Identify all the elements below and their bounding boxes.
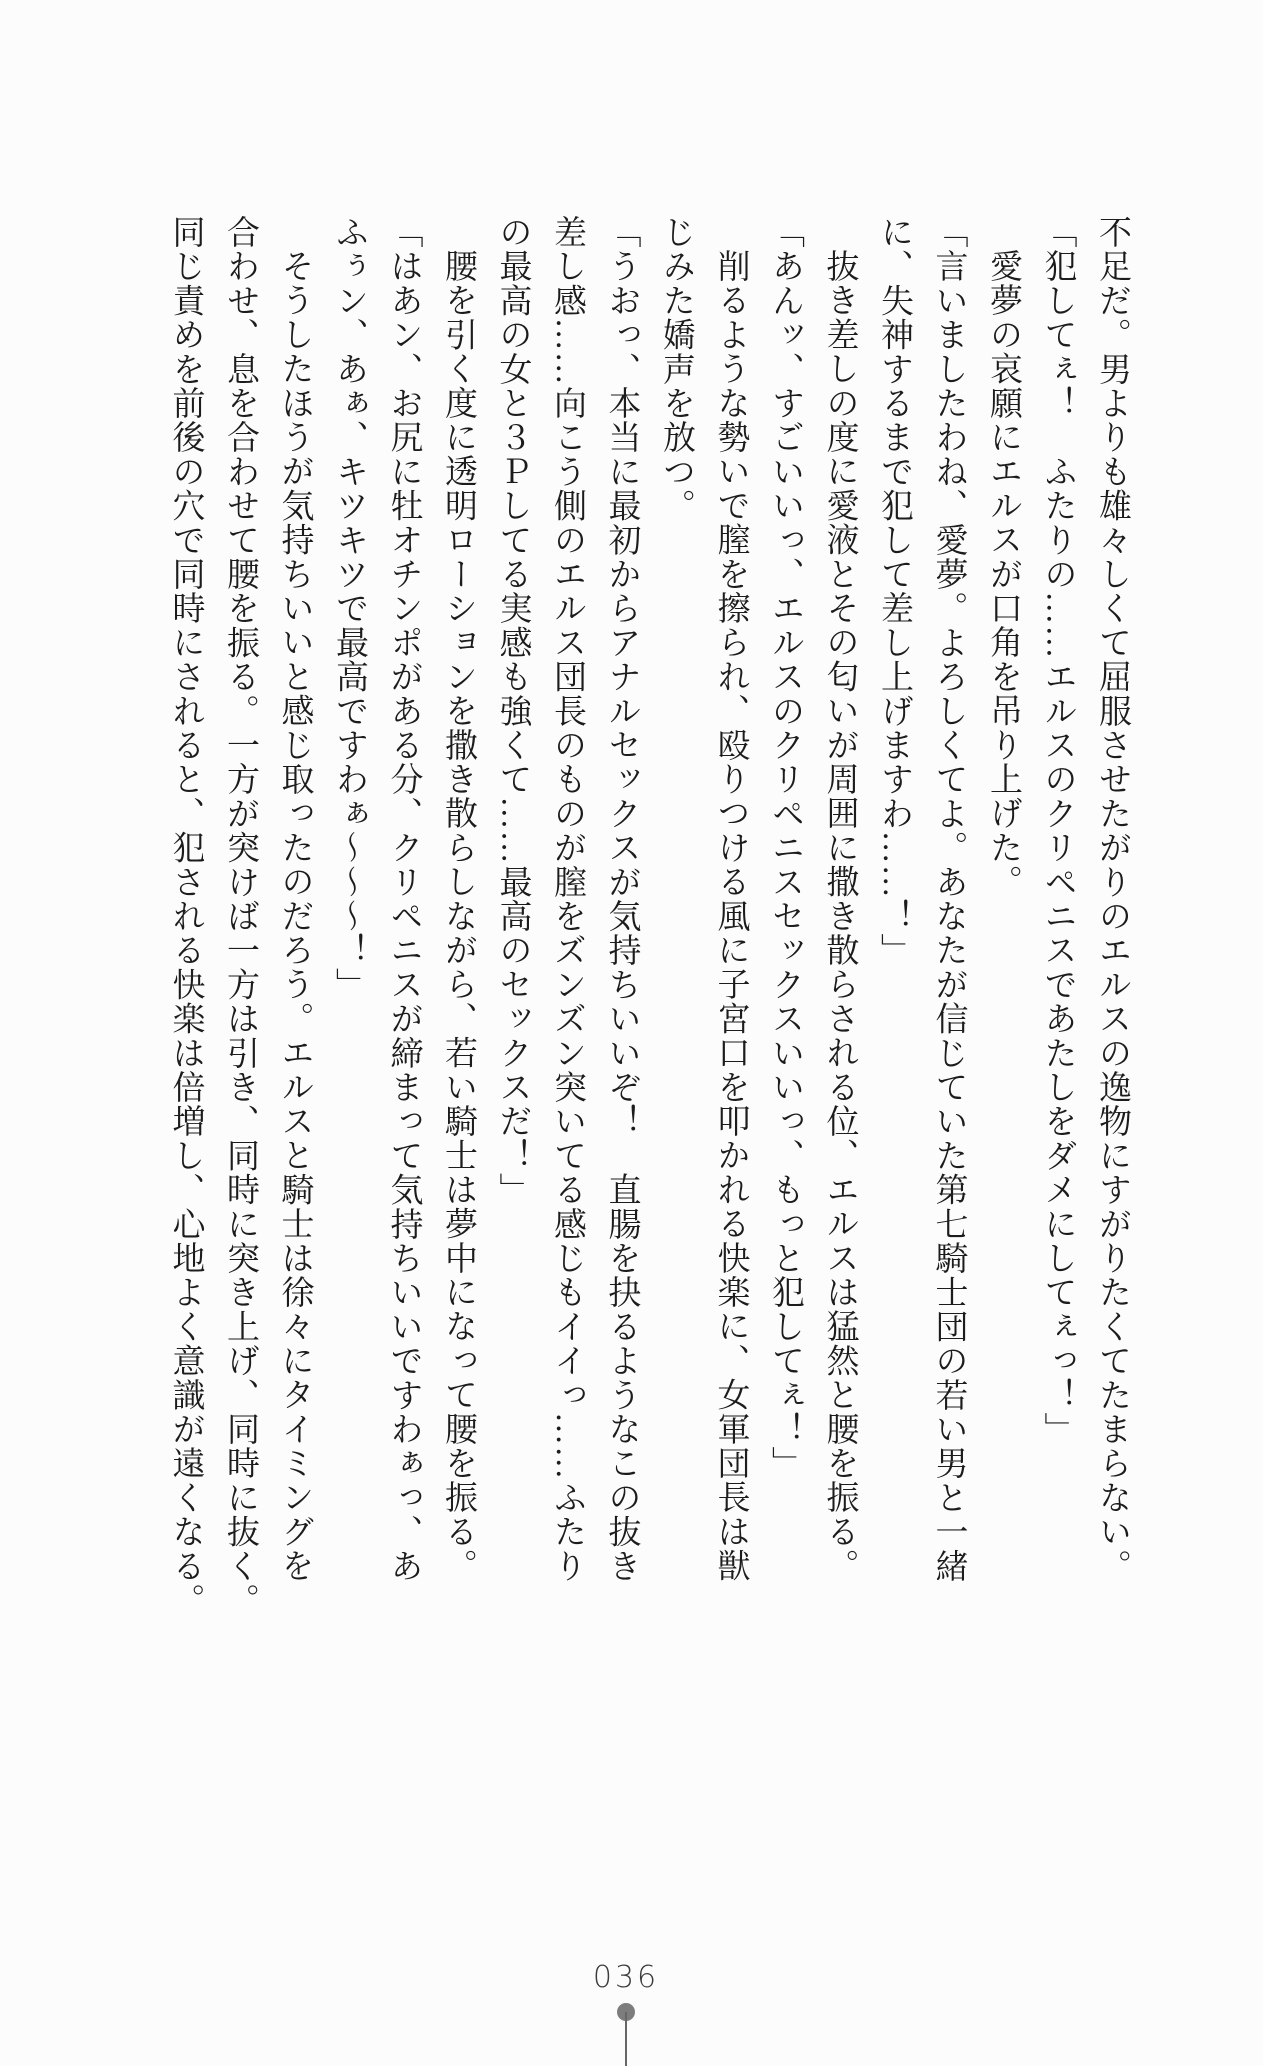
- text-column: の最高の女と３Ｐしてる実感も強くて……最高のセックスだ！」: [494, 215, 531, 1207]
- text-column: に、失神するまで犯して差し上げますわ……！」: [876, 215, 912, 968]
- text-column: 不足だ。男よりも雄々しくて屈服させたがりのエルスの逸物にすがりたくてたまらない。: [1094, 215, 1130, 1583]
- text-column: じみた嬌声を放つ。: [658, 215, 694, 523]
- text-column: 腰を引く度に透明ローションを撒き散らしながら、若い騎士は夢中になって腰を振る。: [440, 249, 476, 1583]
- text-column: 抜き差しの度に愛液とその匂いが周囲に撒き散らされる位、エルスは猛然と腰を振る。: [821, 249, 858, 1583]
- text-column: 差し感……向こう側のエルス団長のものが膣をズンズン突いてる感じもイイっ……ふたり: [549, 215, 585, 1583]
- text-column: ふぅン、あぁ、キツキツで最高ですわぁ～～～！」: [331, 215, 367, 1002]
- text-column: 「うおっ、本当に最初からアナルセックスが気持ちいいぞ！ 直腸を抉るようなこの抜き: [603, 215, 640, 1583]
- text-column: 削るような勢いで膣を擦られ、殴りつける風に子宮口を叩かれる快楽に、女軍団長は獣: [712, 249, 749, 1583]
- footer-marker-line: [625, 2012, 627, 2066]
- text-column: 同じ責めを前後の穴で同時にされると、犯される快楽は倍増し、心地よく意識が遠くなる。: [167, 215, 204, 1618]
- text-column: 「あんッ、すごいいっ、エルスのクリペニスセックスいいっ、もっと犯してぇ！」: [767, 215, 803, 1481]
- text-column: そうしたほうが気持ちいいと感じ取ったのだろう。エルスと騎士は徐々にタイミングを: [276, 249, 313, 1583]
- text-column: 合わせ、息を合わせて腰を振る。一方が突けば一方は引き、同時に突き上げ、同時に抜く。: [222, 215, 258, 1618]
- footer-marker-dot: [617, 2003, 635, 2021]
- text-column: 「犯してぇ！ ふたりの……エルスのクリペニスであたしをダメにしてぇっ！」: [1039, 215, 1076, 1447]
- body-text: [158, 215, 1139, 1618]
- text-column: 愛夢の哀願にエルスが口角を吊り上げた。: [985, 249, 1021, 899]
- text-column: 「はあン、お尻に牡オチンポがある分、クリペニスが締まって気持ちいいですわぁっ、あ: [385, 215, 422, 1583]
- text-column: 「言いましたわね、愛夢。よろしくてよ。あなたが信じていた第七騎士団の若い男と一緒: [930, 215, 967, 1583]
- page-number: 036: [592, 1960, 660, 1995]
